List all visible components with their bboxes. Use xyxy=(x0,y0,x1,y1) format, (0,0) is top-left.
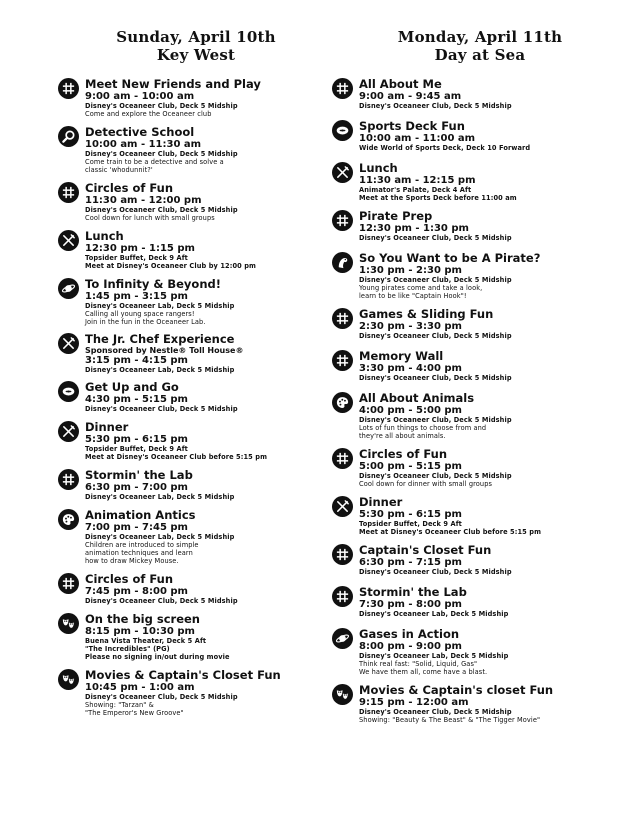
schedule-event xyxy=(330,392,620,440)
event-title: Movies & Captain's Closet Fun xyxy=(85,668,281,682)
event-location: Wide World of Sports Deck, Deck 10 Forward xyxy=(359,144,531,152)
event-note: Join in the fun in the Oceaneer Lab. xyxy=(85,318,206,326)
event-time: 2:30 pm - 3:30 pm xyxy=(359,321,462,332)
event-time: 9:15 pm - 12:00 am xyxy=(359,697,469,708)
palette-icon xyxy=(58,509,79,530)
fork-knife-icon xyxy=(332,496,353,517)
schedule-event xyxy=(56,469,318,501)
palette-icon xyxy=(332,392,353,413)
schedule-event xyxy=(56,381,318,413)
fork-knife-icon xyxy=(58,333,79,354)
tictactoe-icon xyxy=(58,78,79,99)
event-time: 7:45 pm - 8:00 pm xyxy=(85,586,188,597)
monday-header xyxy=(340,28,620,64)
event-time: 11:30 am - 12:15 pm xyxy=(359,175,476,186)
schedule-event xyxy=(56,182,318,222)
event-note: "The Incredibles" (PG) xyxy=(85,645,170,653)
tictactoe-icon xyxy=(332,78,353,99)
event-note: Children are introduced to simple xyxy=(85,541,199,549)
event-location: Disney's Oceaneer Club, Deck 5 Midship xyxy=(359,472,512,480)
ball-icon xyxy=(332,120,353,141)
event-note: Cool down for dinner with small groups xyxy=(359,480,493,488)
schedule-event xyxy=(56,230,318,270)
event-title: Get Up and Go xyxy=(85,380,179,394)
event-note: We have them all, come have a blast. xyxy=(359,668,488,676)
event-title: Gases in Action xyxy=(359,627,460,641)
sunday-column xyxy=(56,28,318,717)
event-time: 12:30 pm - 1:15 pm xyxy=(85,243,195,254)
schedule-event xyxy=(330,120,620,152)
event-time: 5:00 pm - 5:15 pm xyxy=(359,461,462,472)
event-time: 1:30 pm - 2:30 pm xyxy=(359,265,462,276)
event-note: Come and explore the Oceaneer club xyxy=(85,110,212,118)
event-location: Disney's Oceaneer Lab, Deck 5 Midship xyxy=(85,366,235,374)
masks-icon xyxy=(58,669,79,690)
event-time: 5:30 pm - 6:15 pm xyxy=(85,434,188,445)
ball-icon xyxy=(58,381,79,402)
event-time: 3:15 pm - 4:15 pm xyxy=(85,355,188,366)
event-location: Topsider Buffet, Deck 9 Aft xyxy=(359,520,462,528)
event-location: Disney's Oceaneer Lab, Deck 5 Midship xyxy=(359,610,509,618)
tictactoe-icon xyxy=(58,469,79,490)
event-title: Stormin' the Lab xyxy=(359,585,467,599)
event-title: Sports Deck Fun xyxy=(359,119,465,133)
event-time: 4:30 pm - 5:15 pm xyxy=(85,394,188,405)
event-note: Meet at Disney's Oceaneer Club by 12:00 pm xyxy=(85,262,257,270)
event-note: Think real fast: "Solid, Liquid, Gas" xyxy=(359,660,478,668)
schedule-event xyxy=(56,78,318,118)
event-note: they're all about animals. xyxy=(359,432,446,440)
event-location: Topsider Buffet, Deck 9 Aft xyxy=(85,254,188,262)
event-time: 8:00 pm - 9:00 pm xyxy=(359,641,462,652)
day-title: Sunday, April 10th xyxy=(116,28,276,46)
event-location: Disney's Oceaneer Club, Deck 5 Midship xyxy=(359,234,512,242)
day-location: Day at Sea xyxy=(434,46,526,64)
tictactoe-icon xyxy=(332,308,353,329)
event-time: 7:30 pm - 8:00 pm xyxy=(359,599,462,610)
schedule-event xyxy=(56,509,318,565)
event-title: Dinner xyxy=(85,420,129,434)
event-title: So You Want to be A Pirate? xyxy=(359,251,541,265)
event-title: On the big screen xyxy=(85,612,200,626)
event-note: learn to be like "Captain Hook"! xyxy=(359,292,467,300)
schedule-event xyxy=(330,684,620,724)
event-title: Games & Sliding Fun xyxy=(359,307,494,321)
event-location: Animator's Palate, Deck 4 Aft xyxy=(359,186,472,194)
event-location: Disney's Oceaneer Club, Deck 5 Midship xyxy=(85,150,238,158)
event-location: Disney's Oceaneer Club, Deck 5 Midship xyxy=(85,597,238,605)
schedule-event xyxy=(56,573,318,605)
monday-events xyxy=(330,78,620,724)
event-title: Lunch xyxy=(85,229,124,243)
event-note: animation techniques and learn xyxy=(85,549,193,557)
event-note: Lots of fun things to choose from and xyxy=(359,424,487,432)
event-title: Circles of Fun xyxy=(359,447,448,461)
event-time: 9:00 am - 10:00 am xyxy=(85,91,195,102)
event-note: Calling all young space rangers! xyxy=(85,310,195,318)
event-time: 9:00 am - 9:45 am xyxy=(359,91,462,102)
schedule-event xyxy=(56,421,318,461)
event-time: 8:15 pm - 10:30 pm xyxy=(85,626,195,637)
event-location: Disney's Oceaneer Club, Deck 5 Midship xyxy=(359,708,512,716)
event-location: Disney's Oceaneer Club, Deck 5 Midship xyxy=(359,276,512,284)
event-title: Dinner xyxy=(359,495,403,509)
event-note: Meet at Disney's Oceaneer Club before 5:15 pm xyxy=(359,528,542,536)
parrot-icon xyxy=(332,252,353,273)
event-title: Circles of Fun xyxy=(85,181,174,195)
event-location: Disney's Oceaneer Club, Deck 5 Midship xyxy=(359,568,512,576)
event-note: Cool down for lunch with small groups xyxy=(85,214,215,222)
event-note: classic 'whodunnit?' xyxy=(85,166,153,174)
event-title: To Infinity & Beyond! xyxy=(85,277,221,291)
event-sponsor: Sponsored by Nestle® Toll House® xyxy=(85,346,244,355)
planet-icon xyxy=(332,628,353,649)
event-time: 10:00 am - 11:00 am xyxy=(359,133,476,144)
schedule-event xyxy=(330,544,620,576)
tictactoe-icon xyxy=(58,182,79,203)
event-note: Showing: "Tarzan" & xyxy=(85,701,154,709)
event-location: Disney's Oceaneer Lab, Deck 5 Midship xyxy=(359,652,509,660)
event-location: Topsider Buffet, Deck 9 Aft xyxy=(85,445,188,453)
event-title: All About Animals xyxy=(359,391,475,405)
sunday-events xyxy=(56,78,318,717)
event-time: 10:00 am - 11:30 am xyxy=(85,139,202,150)
event-time: 3:30 pm - 4:00 pm xyxy=(359,363,462,374)
event-location: Disney's Oceaneer Club, Deck 5 Midship xyxy=(359,102,512,110)
schedule-event xyxy=(330,162,620,202)
event-location: Disney's Oceaneer Lab, Deck 5 Midship xyxy=(85,493,235,501)
event-title: Stormin' the Lab xyxy=(85,468,193,482)
tictactoe-icon xyxy=(332,210,353,231)
event-time: 5:30 pm - 6:15 pm xyxy=(359,509,462,520)
event-note: Meet at Disney's Oceaneer Club before 5:15 pm xyxy=(85,453,268,461)
schedule-event xyxy=(330,586,620,618)
schedule-event xyxy=(56,669,318,717)
event-location: Disney's Oceaneer Club, Deck 5 Midship xyxy=(85,206,238,214)
tictactoe-icon xyxy=(332,448,353,469)
tictactoe-icon xyxy=(58,573,79,594)
event-title: Memory Wall xyxy=(359,349,444,363)
monday-column xyxy=(330,28,620,724)
event-location: Disney's Oceaneer Club, Deck 5 Midship xyxy=(85,405,238,413)
event-time: 10:45 pm - 1:00 am xyxy=(85,682,195,693)
event-title: Meet New Friends and Play xyxy=(85,77,261,91)
event-title: Circles of Fun xyxy=(85,572,174,586)
event-time: 6:30 pm - 7:00 pm xyxy=(85,482,188,493)
event-note: how to draw Mickey Mouse. xyxy=(85,557,179,565)
event-location: Disney's Oceaneer Lab, Deck 5 Midship xyxy=(85,302,235,310)
event-title: Lunch xyxy=(359,161,398,175)
day-title: Monday, April 11th xyxy=(397,28,563,46)
schedule-event xyxy=(56,613,318,661)
schedule-event xyxy=(330,78,620,110)
schedule-event xyxy=(330,496,620,536)
event-location: Buena Vista Theater, Deck 5 Aft xyxy=(85,637,207,645)
event-note: "The Emperor's New Groove" xyxy=(85,709,184,717)
fork-knife-icon xyxy=(332,162,353,183)
schedule-event xyxy=(330,628,620,676)
event-title: Movies & Captain's closet Fun xyxy=(359,683,554,697)
event-location: Disney's Oceaneer Club, Deck 5 Midship xyxy=(359,374,512,382)
event-location: Disney's Oceaneer Club, Deck 5 Midship xyxy=(359,332,512,340)
event-title: Detective School xyxy=(85,125,195,139)
event-time: 1:45 pm - 3:15 pm xyxy=(85,291,188,302)
event-title: Animation Antics xyxy=(85,508,196,522)
event-location: Disney's Oceaneer Lab, Deck 5 Midship xyxy=(85,533,235,541)
fork-knife-icon xyxy=(58,230,79,251)
event-title: All About Me xyxy=(359,77,442,91)
event-title: Pirate Prep xyxy=(359,209,433,223)
event-time: 7:00 pm - 7:45 pm xyxy=(85,522,188,533)
masks-icon xyxy=(332,684,353,705)
event-location: Disney's Oceaneer Club, Deck 5 Midship xyxy=(85,102,238,110)
magnifier-icon xyxy=(58,126,79,147)
schedule-event xyxy=(56,126,318,174)
schedule-event xyxy=(330,210,620,242)
planet-icon xyxy=(58,278,79,299)
schedule-event xyxy=(330,448,620,488)
event-location: Disney's Oceaneer Club, Deck 5 Midship xyxy=(359,416,512,424)
masks-icon xyxy=(58,613,79,634)
event-note: Come train to be a detective and solve a xyxy=(85,158,224,166)
sunday-header xyxy=(74,28,318,64)
schedule-event xyxy=(330,308,620,340)
event-time: 4:00 pm - 5:00 pm xyxy=(359,405,462,416)
event-title: Captain's Closet Fun xyxy=(359,543,492,557)
event-note: Showing: "Beauty & The Beast" & "The Tigger Movie" xyxy=(359,716,541,724)
event-note: Please no signing in/out during movie xyxy=(85,653,230,661)
tictactoe-icon xyxy=(332,350,353,371)
event-note: Meet at the Sports Deck before 11:00 am xyxy=(359,194,517,202)
schedule-event xyxy=(330,350,620,382)
event-time: 12:30 pm - 1:30 pm xyxy=(359,223,469,234)
day-location: Key West xyxy=(156,46,236,64)
event-note: Young pirates come and take a look, xyxy=(359,284,483,292)
event-title: The Jr. Chef Experience xyxy=(85,332,235,346)
event-location: Disney's Oceaneer Club, Deck 5 Midship xyxy=(85,693,238,701)
schedule-event xyxy=(56,333,318,374)
tictactoe-icon xyxy=(332,544,353,565)
event-time: 11:30 am - 12:00 pm xyxy=(85,195,202,206)
tictactoe-icon xyxy=(332,586,353,607)
event-time: 6:30 pm - 7:15 pm xyxy=(359,557,462,568)
schedule-event xyxy=(330,252,620,300)
fork-knife-icon xyxy=(58,421,79,442)
schedule-event xyxy=(56,278,318,326)
